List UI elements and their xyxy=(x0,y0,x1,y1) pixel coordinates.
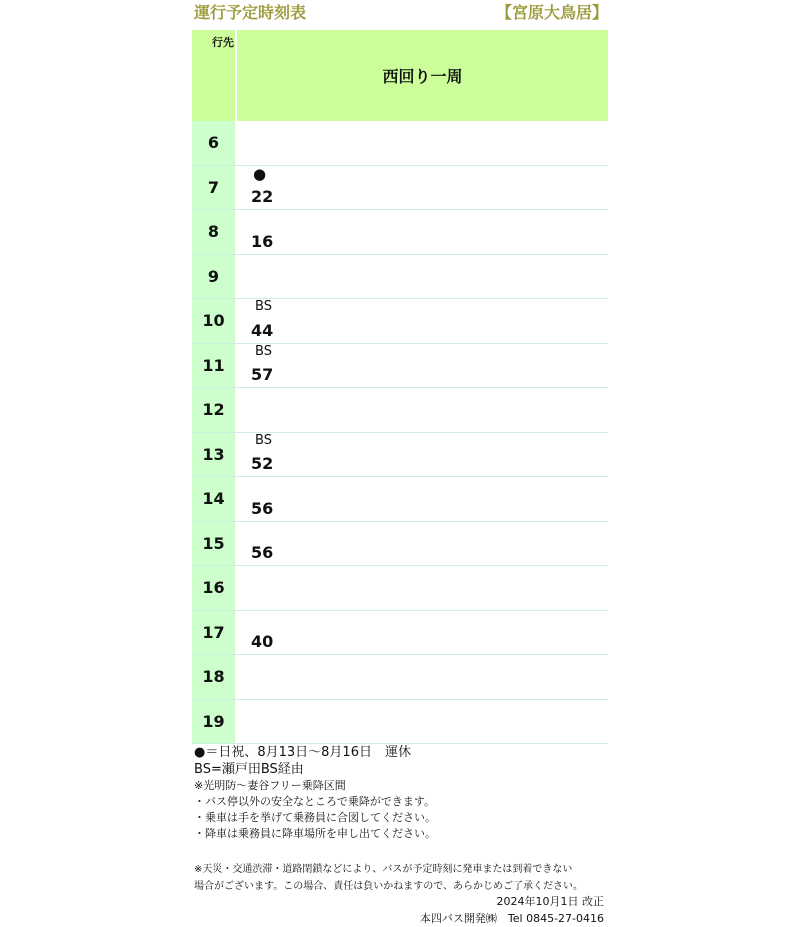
table-row xyxy=(192,344,608,389)
hour-cell: 15 xyxy=(192,522,237,566)
table-row xyxy=(192,166,608,211)
notes xyxy=(194,744,436,842)
departure-cell xyxy=(237,522,608,566)
departure-minute: 44 xyxy=(251,320,274,340)
destination-label: 行先 xyxy=(212,36,234,49)
bus-stop-name: 【宮原大鳥居】 xyxy=(495,3,608,22)
hour-cell: 9 xyxy=(192,255,237,299)
departure-minute: 40 xyxy=(251,632,274,651)
departure-cell xyxy=(237,477,608,521)
departure-cell xyxy=(237,210,608,254)
hour-cell: 6 xyxy=(192,121,237,165)
departure-minute: 16 xyxy=(251,231,274,251)
departure-cell xyxy=(237,611,608,655)
footer xyxy=(420,893,604,927)
revision-date: 2024年10月1日 改正 xyxy=(496,895,604,908)
table-row xyxy=(192,299,608,344)
hour-cell: 13 xyxy=(192,433,237,477)
note-bs: BS=瀬戸田BS経由 xyxy=(194,762,304,777)
timetable-title: 運行予定時刻表 xyxy=(194,3,307,22)
hour-cell: 11 xyxy=(192,344,237,388)
departure-minute: 56 xyxy=(251,543,274,562)
timetable xyxy=(192,30,608,744)
departure-cell xyxy=(237,700,608,744)
disclaimer-line-1: ※天災・交通渋滞・道路閉鎖などにより、バスが予定時刻に発車または到着できない xyxy=(194,864,573,875)
table-row xyxy=(192,700,608,745)
table-row xyxy=(192,477,608,522)
note-alighting: ・降車は乗務員に降車場所を申し出てください。 xyxy=(194,827,436,840)
table-row xyxy=(192,210,608,255)
departure-minute: 52 xyxy=(251,454,274,473)
departure-cell xyxy=(237,433,608,477)
hour-cell: 18 xyxy=(192,655,237,699)
departure-cell xyxy=(237,121,608,165)
departure-cell xyxy=(237,299,608,343)
hour-cell: 19 xyxy=(192,700,237,744)
departure-cell xyxy=(237,166,608,210)
hour-cell: 12 xyxy=(192,388,237,432)
table-row xyxy=(192,522,608,567)
note-holiday: ●＝日祝、8月13日～8月16日 運休 xyxy=(194,745,411,760)
departure-cell xyxy=(237,566,608,610)
table-row xyxy=(192,566,608,611)
departure-cell xyxy=(237,388,608,432)
disclaimer xyxy=(194,861,583,895)
service-mark: BS xyxy=(255,432,272,448)
note-boarding: ・バス停以外の安全なところで乗降ができます。 xyxy=(194,795,436,808)
departure-cell xyxy=(237,344,608,388)
timetable-rows xyxy=(192,121,608,744)
table-header xyxy=(192,30,608,121)
table-row xyxy=(192,433,608,478)
hour-cell: 8 xyxy=(192,210,237,254)
note-raise-hand: ・乗車は手を挙げて乗務員に合図してください。 xyxy=(194,811,436,824)
hour-cell: 16 xyxy=(192,566,237,610)
table-row xyxy=(192,655,608,700)
disclaimer-line-2: 場合がございます。この場合、責任は負いかねますので、あらかじめご了承ください。 xyxy=(194,881,583,892)
departure-cell xyxy=(237,255,608,299)
company-contact: 本四バス開発㈱ Tel 0845-27-0416 xyxy=(419,912,604,925)
departure-cell xyxy=(237,655,608,699)
hour-cell: 14 xyxy=(192,477,237,521)
hour-cell: 17 xyxy=(192,611,237,655)
service-mark: BS xyxy=(255,299,272,314)
table-row xyxy=(192,388,608,433)
note-free-section: ※光明防～妻谷フリー乗降区間 xyxy=(194,779,346,792)
table-row xyxy=(192,121,608,166)
service-mark: BS xyxy=(255,343,272,359)
hour-cell: 7 xyxy=(192,166,237,210)
service-mark: ● xyxy=(253,164,267,183)
hour-cell: 10 xyxy=(192,299,237,343)
departure-minute: 57 xyxy=(251,365,274,384)
hour-column-header xyxy=(192,30,237,121)
departure-minute: 22 xyxy=(251,187,274,206)
destination-header: 西回り一周 xyxy=(237,30,608,121)
departure-minute: 56 xyxy=(251,498,274,518)
table-row xyxy=(192,611,608,656)
table-row xyxy=(192,255,608,300)
